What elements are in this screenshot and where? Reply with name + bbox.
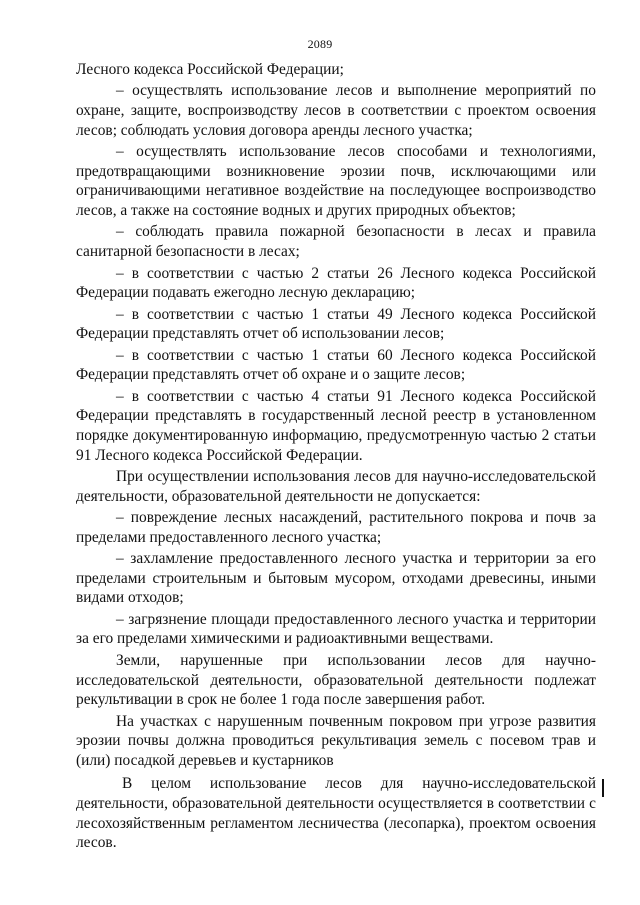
document-body — [76, 60, 596, 855]
page-number: 2089 — [307, 37, 333, 51]
paragraph-obligation-protection-report: – в соответствии с частью 1 статьи 60 Лесного кодекса Российской Федерации представлять отчет об охране и о защите лесов; — [76, 346, 596, 384]
paragraph-recultivation: Земли, нарушенные при использовании лесов для научно-исследовательской деятельности, образовательной деятельности подлежат рекультивации в срок не более 1 года после завершения работ. — [76, 651, 596, 709]
paragraph-prohibitions-intro: При осуществлении использования лесов для научно-исследовательской деятельности, образовательной деятельности не допускается: — [76, 468, 596, 505]
paragraph-continuation: Лесного кодекса Российской Федерации; — [76, 61, 344, 78]
paragraph-obligation-registry: – в соответствии с частью 4 статьи 91 Лесного кодекса Российской Федерации представлять в государственный лесной реестр в установленном порядке документированную информацию, предусмотренную частью 2 статьи 91 Лесного кодекса Российской Федерации. — [76, 387, 596, 464]
paragraph-obligation-declaration: – в соответствии с частью 2 статьи 26 Лесного кодекса Российской Федерации подавать ежегодно лесную декларацию; — [76, 264, 596, 302]
paragraph-prohibition-pollution: – загрязнение площади предоставленного лесного участка и территории за его пределами химическими и радиоактивными веществами. — [76, 610, 596, 648]
paragraph-obligation-fire-safety: – соблюдать правила пожарной безопасности в лесах и правила санитарной безопасности в лесах; — [76, 223, 596, 261]
paragraph-conclusion: В целом использование лесов для научно-исследовательской деятельности, образовательной деятельности осуществляется в соответствии с лесохозяйственным регламентом лесничества (лесопарка), проектом освоения лесов. — [76, 775, 596, 852]
margin-mark — [602, 779, 604, 797]
paragraph-prohibition-littering: – захламление предоставленного лесного участка и территории за его пределами строительным и бытовым мусором, отходами древесины, иными видами отходов; — [76, 550, 596, 607]
paragraph-obligation-usage-report: – в соответствии с частью 1 статьи 49 Лесного кодекса Российской Федерации представлять отчет об использовании лесов; — [76, 305, 596, 343]
paragraph-obligation-plan: – осуществлять использование лесов и выполнение мероприятий по охране, защите, воспроизводству лесов в соответствии с проектом освоения лесов; соблюдать условия договора аренды лесного участка; — [76, 82, 596, 139]
paragraph-obligation-methods: – осуществлять использование лесов способами и технологиями, предотвращающими возникновение эрозии почв, исключающими или ограничивающими негативное воздействие на последующее воспроизводство лесов, а также на состояние водных и других природных объектов; — [76, 143, 596, 219]
paragraph-erosion: На участках с нарушенным почвенным покровом при угрозе развития эрозии почвы должна проводиться рекультивация земель с посевом трав и (или) посадкой деревьев и кустарников — [76, 712, 596, 769]
paragraph-prohibition-damage: – повреждение лесных насаждений, растительного покрова и почв за пределами предоставленного лесного участка; — [76, 509, 596, 546]
